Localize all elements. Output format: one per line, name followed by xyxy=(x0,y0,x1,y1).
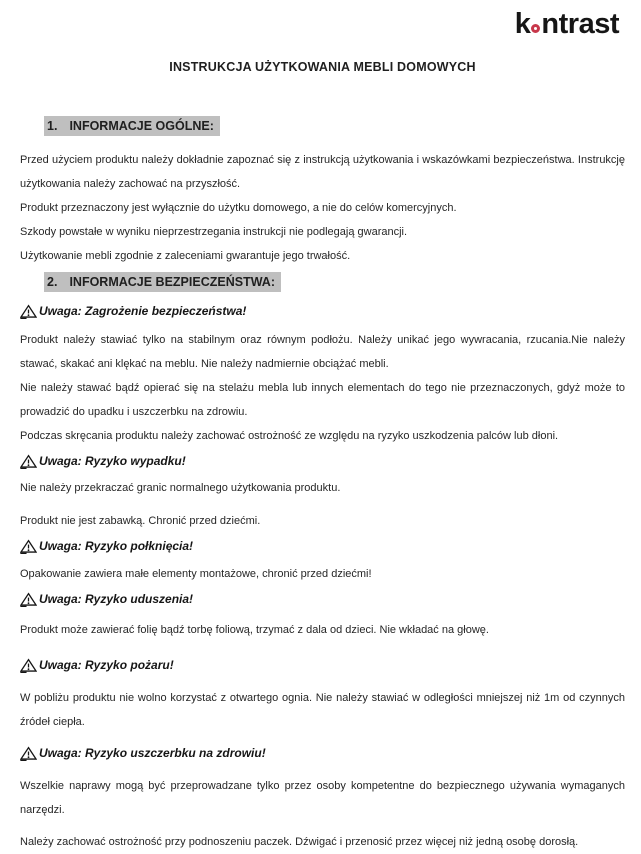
section-2-number: 2. xyxy=(47,275,58,289)
section-1-heading xyxy=(44,116,625,136)
paragraph: Należy zachować ostrożność przy podnoszeniu paczek. Dźwigać i przenosić przez więcej niż jedną osobę dorosłą. xyxy=(20,836,579,848)
paragraph: Podczas skręcania produktu należy zachować ostrożność ze względu na ryzyko uszkodzenia palców lub dłoni. xyxy=(20,430,559,442)
warning-title: Uwaga: Ryzyko uszczerbku na zdrowiu! xyxy=(39,746,266,760)
section-2-heading xyxy=(44,272,625,292)
warning-heading xyxy=(20,537,625,555)
paragraph: Nie należy przekraczać granic normalnego użytkowania produktu. xyxy=(20,482,341,494)
warning-heading xyxy=(20,452,625,470)
warning-title: Uwaga: Ryzyko pożaru! xyxy=(39,658,174,672)
warning-title: Uwaga: Zagrożenie bezpieczeństwa! xyxy=(39,304,247,318)
warning-title: Uwaga: Ryzyko połknięcia! xyxy=(39,539,194,553)
paragraph: Użytkowanie mebli zgodnie z zaleceniami gwarantuje jego trwałość. xyxy=(20,250,351,262)
section-2-title: INFORMACJE BEZPIECZEŃSTWA: xyxy=(69,275,275,289)
warning-heading xyxy=(20,302,625,320)
paragraph: Produkt nie jest zabawką. Chronić przed dziećmi. xyxy=(20,515,261,527)
warning-triangle-icon xyxy=(20,539,37,554)
page-title: INSTRUKCJA UŻYTKOWANIA MEBLI DOMOWYCH xyxy=(169,60,476,74)
warning-triangle-icon xyxy=(20,304,37,319)
section-1-title: INFORMACJE OGÓLNE: xyxy=(69,119,214,133)
section-1-heading-highlight xyxy=(44,116,220,136)
logo-o-ring-icon xyxy=(531,24,540,33)
logo-prefix: k xyxy=(514,8,531,40)
section-1-number: 1. xyxy=(47,119,58,133)
paragraph: Produkt może zawierać folię bądź torbę foliową, trzymać z dala od dzieci. Nie wkładać na głowę. xyxy=(20,624,489,636)
paragraph: Produkt należy stawiać tylko na stabilnym oraz równym podłożu. Należy unikać jego wywracania, rzucania.Nie należy stawać, skakać ani klękać na meblu. Nie należy nadmiernie obciążać mebli. xyxy=(20,334,625,370)
paragraph: Produkt przeznaczony jest wyłącznie do użytku domowego, a nie do celów komercyjnych. xyxy=(20,202,457,214)
logo-suffix: ntrast xyxy=(541,8,619,40)
warning-heading xyxy=(20,744,625,762)
paragraph: Wszelkie naprawy mogą być przeprowadzane tylko przez osoby kompetentne do bezpiecznego używania wymaganych narzędzi. xyxy=(20,780,625,816)
warning-triangle-icon xyxy=(20,592,37,607)
warning-triangle-icon xyxy=(20,658,37,673)
warning-heading xyxy=(20,590,625,608)
logo-text xyxy=(515,8,619,40)
warning-title: Uwaga: Ryzyko wypadku! xyxy=(39,454,186,468)
section-2-heading-highlight xyxy=(44,272,281,292)
logo xyxy=(20,8,625,48)
paragraph: Nie należy stawać bądź opierać się na stelażu mebla lub innych elementach do tego nie przeznaczonych, gdyż może to prowadzić do upadku i uszczerbku na zdrowiu. xyxy=(20,382,625,418)
paragraph: Opakowanie zawiera małe elementy montażowe, chronić przed dziećmi! xyxy=(20,568,372,580)
paragraph: Przed użyciem produktu należy dokładnie zapoznać się z instrukcją użytkowania i wskazówkami bezpieczeństwa. Instrukcję użytkowania należy zachować na przyszłość. xyxy=(20,154,625,190)
warning-title: Uwaga: Ryzyko uduszenia! xyxy=(39,592,194,606)
warning-triangle-icon xyxy=(20,454,37,469)
paragraph: W pobliżu produktu nie wolno korzystać z otwartego ognia. Nie należy stawiać w odległości mniejszej niż 1m od czynnych źródeł ciepła. xyxy=(20,692,625,728)
warning-triangle-icon xyxy=(20,746,37,761)
warning-heading xyxy=(20,656,625,674)
paragraph: Szkody powstałe w wyniku nieprzestrzegania instrukcji nie podlegają gwarancji. xyxy=(20,226,408,238)
